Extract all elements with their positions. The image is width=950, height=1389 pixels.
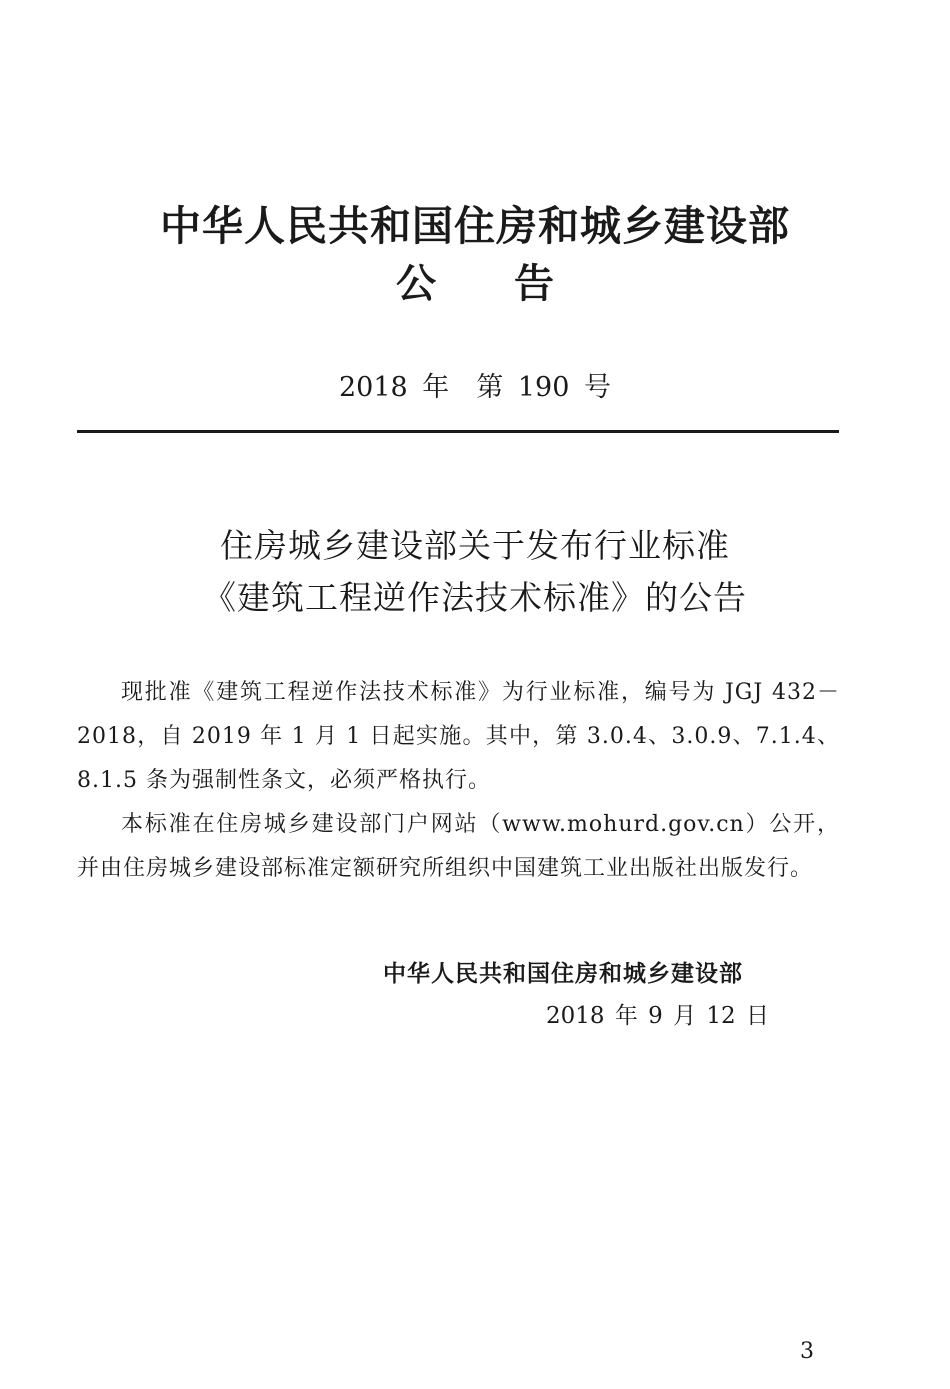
header-divider — [77, 430, 839, 433]
issue-number: 2018 年 第 190 号 — [339, 372, 611, 403]
body-paragraph-2: 本标准在住房城乡建设部门户网站（www.mohurd.gov.cn）公开，并由住房城乡建设部标准定额研究所组织中国建筑工业出版社出版发行。 — [77, 812, 840, 881]
page-number: 3 — [800, 1339, 814, 1364]
document-body — [77, 671, 840, 891]
signature-organization: 中华人民共和国住房和城乡建设部 — [383, 961, 743, 987]
signature-date: 2018 年 9 月 12 日 — [546, 1003, 769, 1029]
document-title-line-2: 《建筑工程逆作法技术标准》的公告 — [203, 578, 747, 617]
notice-heading: 公告 — [396, 261, 632, 307]
issuing-authority-heading: 中华人民共和国住房和城乡建设部 — [160, 202, 790, 250]
document-title-line-1: 住房城乡建设部关于发布行业标准 — [220, 526, 730, 565]
document-title — [0, 520, 950, 624]
body-paragraph-1: 现批准《建筑工程逆作法技术标准》为行业标准，编号为 JGJ 432－2018，自 2019 年 1 月 1 日起实施。其中，第 3.0.4、3.0.9、7.1.4、8.1.5 条为强制性条文，必须严格执行。 — [77, 680, 840, 793]
